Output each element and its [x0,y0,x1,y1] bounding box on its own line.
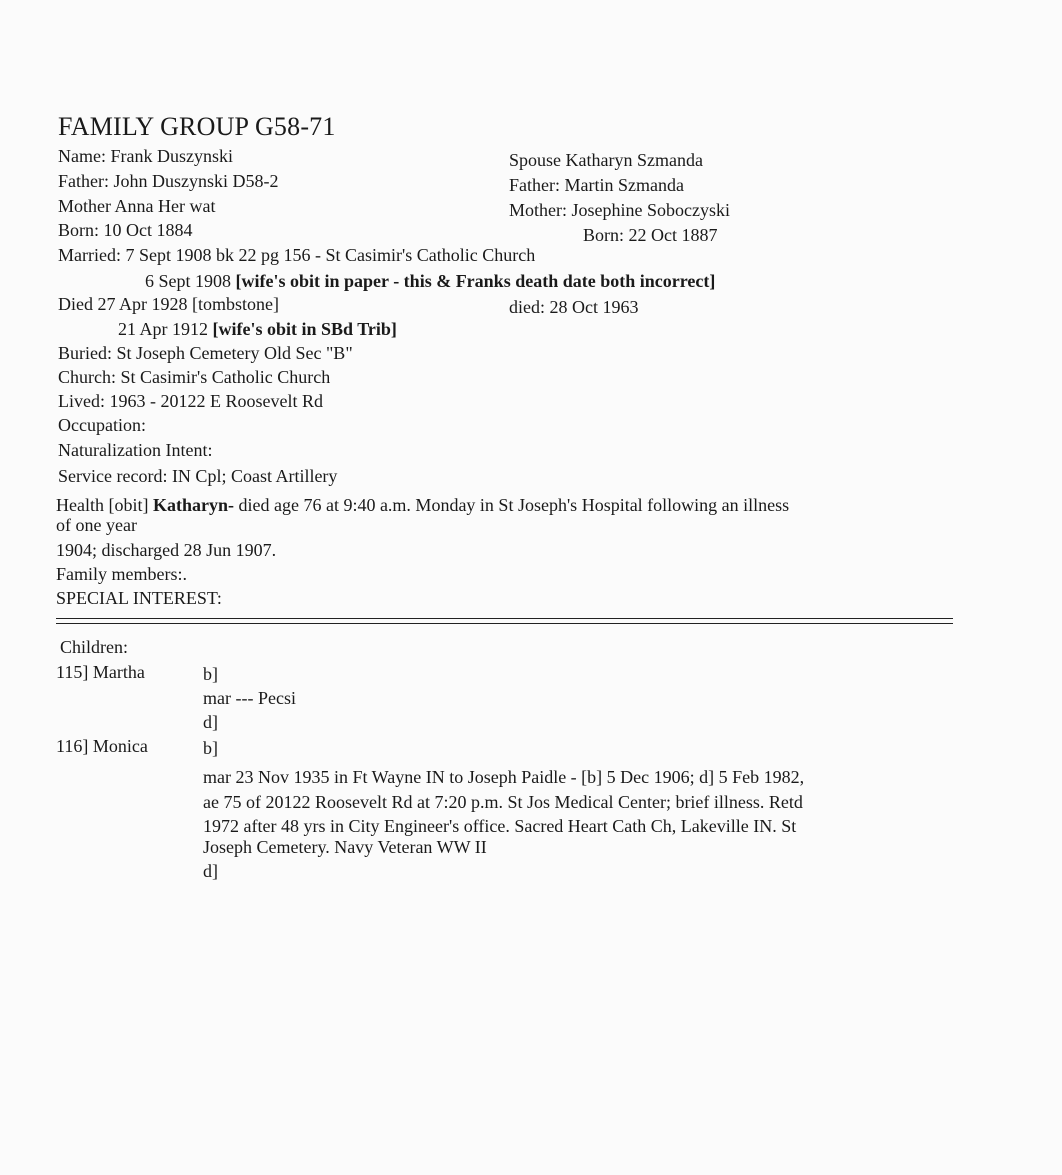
spouse-line: Spouse Katharyn Szmanda [509,150,703,170]
child-detail-line: mar 23 Nov 1935 in Ft Wayne IN to Joseph Paidle - [b] 5 Dec 1906; d] 5 Feb 1982, [203,767,805,787]
family-members-line: Family members:. [56,564,187,584]
spouse-born-line: Born: 22 Oct 1887 [583,225,718,245]
mother-line: Mother Anna Her wat [58,196,216,216]
child-detail-line: ae 75 of 20122 Roosevelt Rd at 7:20 p.m. St Jos Medical Center; brief illness. Retd [203,792,803,812]
died-note-line [118,318,397,340]
married-note-date: 6 Sept 1908 [145,271,236,291]
child-detail-line: d] [203,712,218,732]
child-detail-line: d] [203,861,218,881]
child-detail-line: 1972 after 48 yrs in City Engineer's office. Sacred Heart Cath Ch, Lakeville IN. St [203,816,797,836]
child-detail-line: b] [203,738,218,758]
died-line: Died 27 Apr 1928 [tombstone] [58,294,279,314]
naturalization-line: Naturalization Intent: [58,440,213,460]
church-line: Church: St Casimir's Catholic Church [58,367,331,387]
married-note-line [145,270,715,292]
child-label: 115] Martha [56,662,145,682]
page-title: FAMILY GROUP G58-71 [58,112,336,141]
health-label: Health [obit] [56,495,153,515]
occupation-line: Occupation: [58,415,146,435]
health-line [56,494,789,516]
lived-line: Lived: 1963 - 20122 E Roosevelt Rd [58,391,323,411]
section-divider [56,618,953,624]
health-line-2: of one year [56,515,137,535]
father-line: Father: John Duszynski D58-2 [58,171,279,191]
born-line: Born: 10 Oct 1884 [58,220,193,240]
child-detail-line: b] [203,664,218,684]
name-line: Name: Frank Duszynski [58,146,233,166]
died-note-date: 21 Apr 1912 [118,319,213,339]
spouse-father-line: Father: Martin Szmanda [509,175,684,195]
married-note-comment: [wife's obit in paper - this & Franks death date both incorrect] [235,271,716,291]
died-note-comment: [wife's obit in SBd Trib] [212,319,397,339]
child-detail-line: Joseph Cemetery. Navy Veteran WW II [203,837,487,857]
discharge-line: 1904; discharged 28 Jun 1907. [56,540,277,560]
child-detail-line: mar --- Pecsi [203,688,296,708]
spouse-died-line: died: 28 Oct 1963 [509,297,639,317]
married-line: Married: 7 Sept 1908 bk 22 pg 156 - St Casimir's Catholic Church [58,245,536,265]
buried-line: Buried: St Joseph Cemetery Old Sec "B" [58,343,353,363]
spouse-mother-line: Mother: Josephine Soboczyski [509,200,730,220]
service-line: Service record: IN Cpl; Coast Artillery [58,466,338,486]
child-label: 116] Monica [56,736,148,756]
health-name: Katharyn- [152,495,234,515]
children-header: Children: [60,637,128,657]
health-text: died age 76 at 9:40 a.m. Monday in St Joseph's Hospital following an illness [233,495,790,515]
special-interest-line: SPECIAL INTEREST: [56,588,222,608]
